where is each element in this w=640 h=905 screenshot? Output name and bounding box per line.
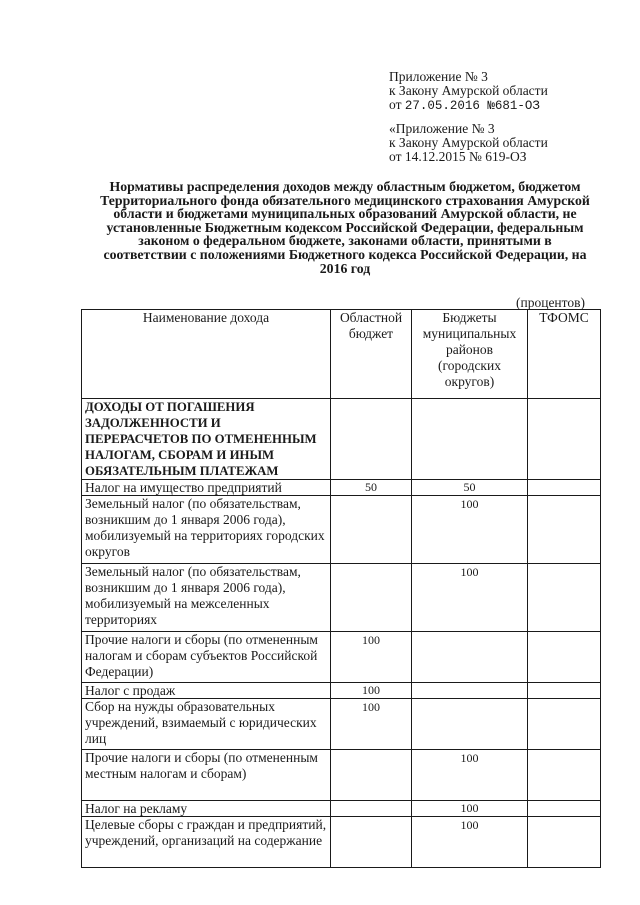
appendix-old-date: от 14.12.2015 № 619-ОЗ [389, 149, 527, 164]
appendix-date [389, 98, 548, 113]
table-row [82, 399, 601, 480]
appendix-old-number: «Приложение № 3 [389, 121, 495, 136]
revenue-table [81, 309, 601, 868]
row-regional [331, 564, 412, 632]
header-regional-budget: Областной бюджет [331, 310, 412, 399]
appendix-header-new [389, 70, 548, 113]
row-regional [331, 750, 412, 801]
row-tfoms [528, 496, 601, 564]
row-tfoms [528, 750, 601, 801]
row-tfoms [528, 632, 601, 683]
row-tfoms [528, 564, 601, 632]
row-municipal: 50 [412, 480, 528, 496]
row-regional [331, 817, 412, 868]
row-regional: 100 [331, 683, 412, 699]
table-row [82, 801, 601, 817]
row-municipal: 100 [412, 496, 528, 564]
row-tfoms [528, 480, 601, 496]
row-name: Земельный налог (по обязательствам, возникшим до 1 января 2006 года), мобилизуемый на территориях городских округов [82, 496, 331, 564]
row-name: Сбор на нужды образовательных учреждений, взимаемый с юридических лиц [82, 699, 331, 750]
row-municipal [412, 699, 528, 750]
row-regional: 100 [331, 632, 412, 683]
table-row [82, 699, 601, 750]
appendix-header-old [389, 122, 548, 164]
table-row [82, 480, 601, 496]
row-name: Налог на рекламу [82, 801, 331, 817]
table-row [82, 683, 601, 699]
row-name: Налог на имущество предприятий [82, 480, 331, 496]
row-tfoms [528, 683, 601, 699]
appendix-date-stamp: 27.05.2016 №681-ОЗ [404, 99, 540, 113]
document-title: Нормативы распределения доходов между областным бюджетом, бюджетом Территориального фонда обязательного медицинского страхования Амурской области и бюджетами муниципальных образований Амурской области, не установленные Бюджетным кодексом Российской Федерации, федеральным законом о федеральном бюджете, законами области, принятыми в соответствии с положениями Бюджетного кодекса Российской Федерации, на 2016 год [100, 179, 590, 276]
table-row [82, 496, 601, 564]
units-label: (процентов) [516, 295, 586, 310]
appendix-date-prefix: от [389, 97, 402, 112]
table-header-row [82, 310, 601, 399]
row-name: Целевые сборы с граждан и предприятий, учреждений, организаций на содержание [82, 817, 331, 868]
table-row [82, 564, 601, 632]
row-tfoms [528, 817, 601, 868]
row-municipal [412, 399, 528, 480]
header-revenue-name: Наименование дохода [82, 310, 331, 399]
row-regional: 50 [331, 480, 412, 496]
table-row [82, 750, 601, 801]
header-tfoms: ТФОМС [528, 310, 601, 399]
row-municipal [412, 632, 528, 683]
row-tfoms [528, 801, 601, 817]
appendix-law: к Закону Амурской области [389, 83, 548, 98]
row-name: Прочие налоги и сборы (по отмененным налогам и сборам субъектов Российской Федерации) [82, 632, 331, 683]
header-municipal-budgets: Бюджеты муниципальных районов (городских округов) [412, 310, 528, 399]
row-name: Прочие налоги и сборы (по отмененным местным налогам и сборам) [82, 750, 331, 801]
row-municipal: 100 [412, 801, 528, 817]
row-municipal: 100 [412, 750, 528, 801]
appendix-number: Приложение № 3 [389, 69, 488, 84]
row-regional: 100 [331, 699, 412, 750]
row-tfoms [528, 699, 601, 750]
row-regional [331, 801, 412, 817]
appendix-old-law: к Закону Амурской области [389, 135, 548, 150]
row-name: Налог с продаж [82, 683, 331, 699]
row-name: ДОХОДЫ ОТ ПОГАШЕНИЯ ЗАДОЛЖЕННОСТИ И ПЕРЕРАСЧЕТОВ ПО ОТМЕНЕННЫМ НАЛОГАМ, СБОРАМ И ИНЫМ ОБЯЗАТЕЛЬНЫМ ПЛАТЕЖАМ [82, 399, 331, 480]
row-municipal [412, 683, 528, 699]
row-municipal: 100 [412, 564, 528, 632]
row-regional [331, 399, 412, 480]
row-name: Земельный налог (по обязательствам, возникшим до 1 января 2006 года), мобилизуемый на межселенных территориях [82, 564, 331, 632]
row-regional [331, 496, 412, 564]
table-row [82, 817, 601, 868]
row-tfoms [528, 399, 601, 480]
row-municipal: 100 [412, 817, 528, 868]
table-row [82, 632, 601, 683]
